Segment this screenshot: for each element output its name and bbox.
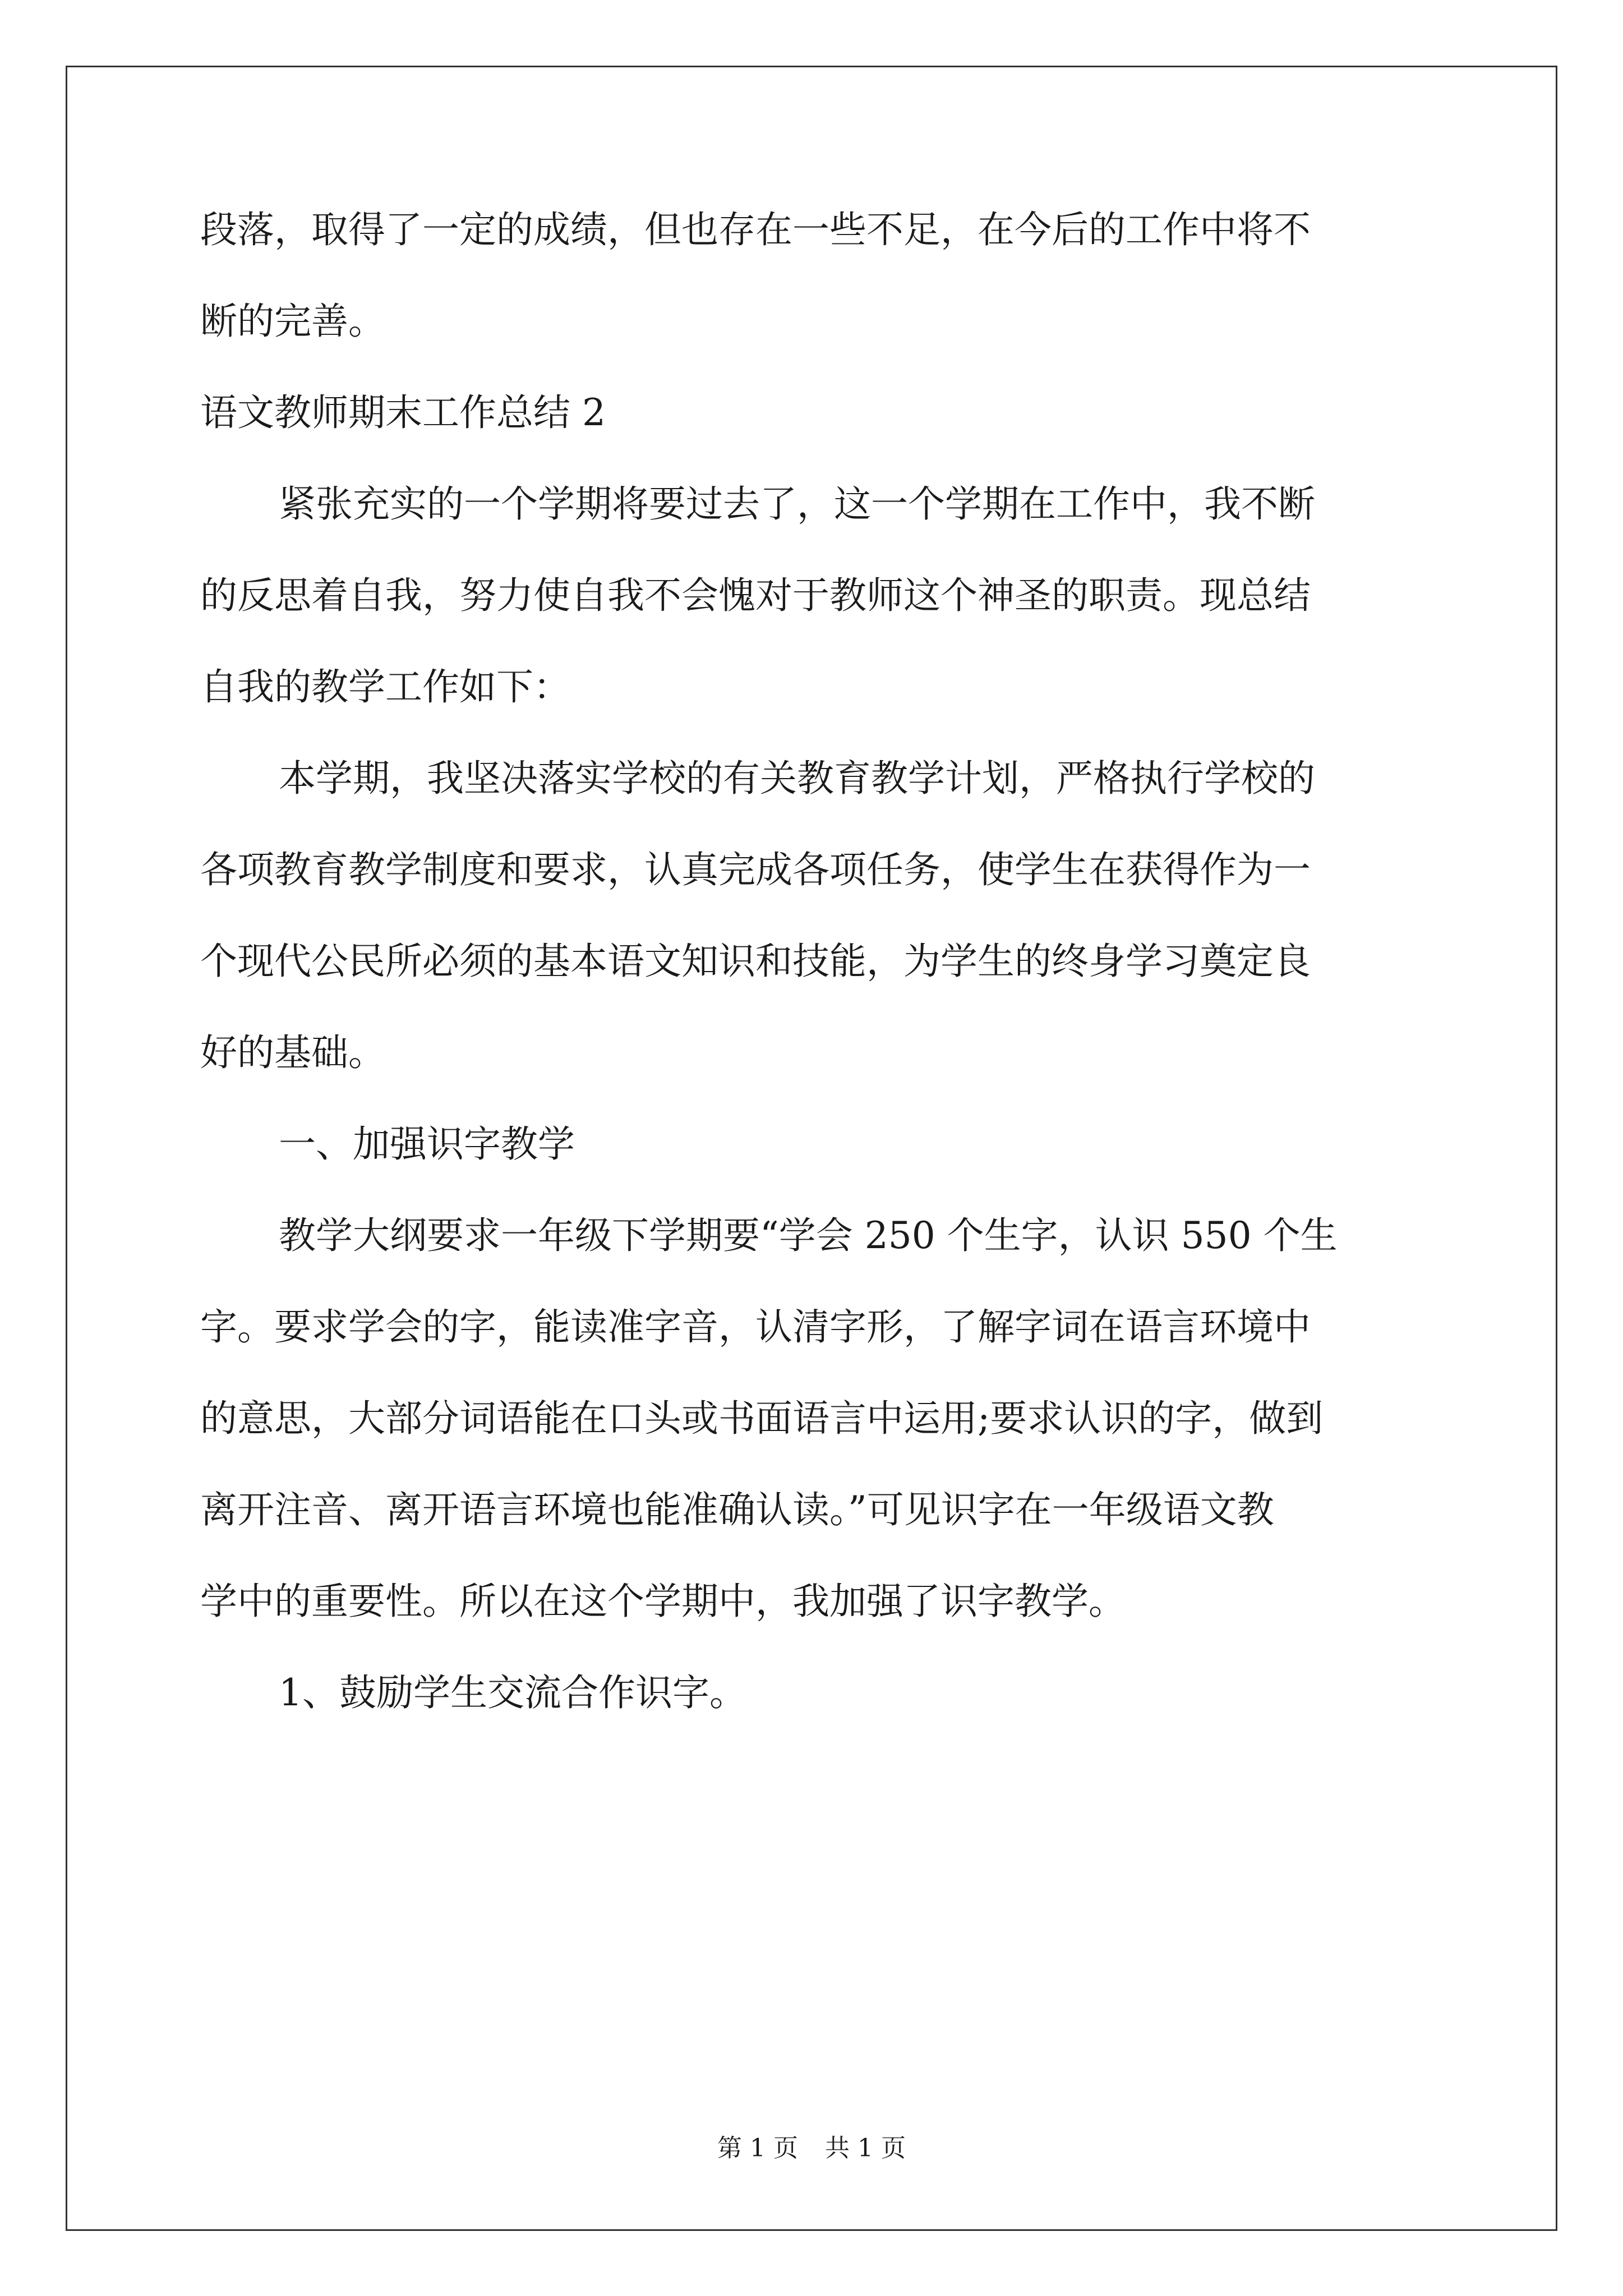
text-line: 离开注音、离开语言环境也能准确认读。”可见识字在一年级语文教 [200, 1488, 1274, 1531]
text-line: 字。要求学会的字，能读准字音，认清字形，了解字词在语言环境中 [200, 1305, 1311, 1349]
list-item: 1、鼓励学生交流合作识字。 [279, 1671, 746, 1714]
text-line: 的意思，大部分词语能在口头或书面语言中运用;要求认识的字，做到 [200, 1397, 1324, 1440]
text-line: 好的基础。 [200, 1031, 385, 1074]
text-line: 教学大纲要求一年级下学期要“学会 250 个生字，认识 550 个生 [279, 1214, 1338, 1257]
page-footer [0, 2132, 1623, 2165]
page-number: 第 1 页 [717, 2134, 798, 2162]
section-title: 语文教师期末工作总结 2 [200, 391, 606, 434]
subheading: 一、加强识字教学 [279, 1122, 575, 1166]
text-line: 个现代公民所必须的基本语文知识和技能，为学生的终身学习奠定良 [200, 940, 1311, 983]
text-line: 各项教育教学制度和要求，认真完成各项任务，使学生在获得作为一 [200, 848, 1311, 891]
text-line: 本学期，我坚决落实学校的有关教育教学计划，严格执行学校的 [279, 757, 1315, 800]
text-line: 断的完善。 [200, 300, 385, 343]
text-line: 的反思着自我，努力使自我不会愧对于教师这个神圣的职责。现总结 [200, 574, 1311, 617]
text-line: 自我的教学工作如下： [200, 665, 570, 708]
text-line: 紧张充实的一个学期将要过去了，这一个学期在工作中，我不断 [279, 482, 1315, 526]
page-total: 共 1 页 [825, 2134, 906, 2162]
text-line: 段落，取得了一定的成绩，但也存在一些不足，在今后的工作中将不 [200, 208, 1311, 251]
text-line: 学中的重要性。所以在这个学期中，我加强了识字教学。 [200, 1580, 1126, 1623]
